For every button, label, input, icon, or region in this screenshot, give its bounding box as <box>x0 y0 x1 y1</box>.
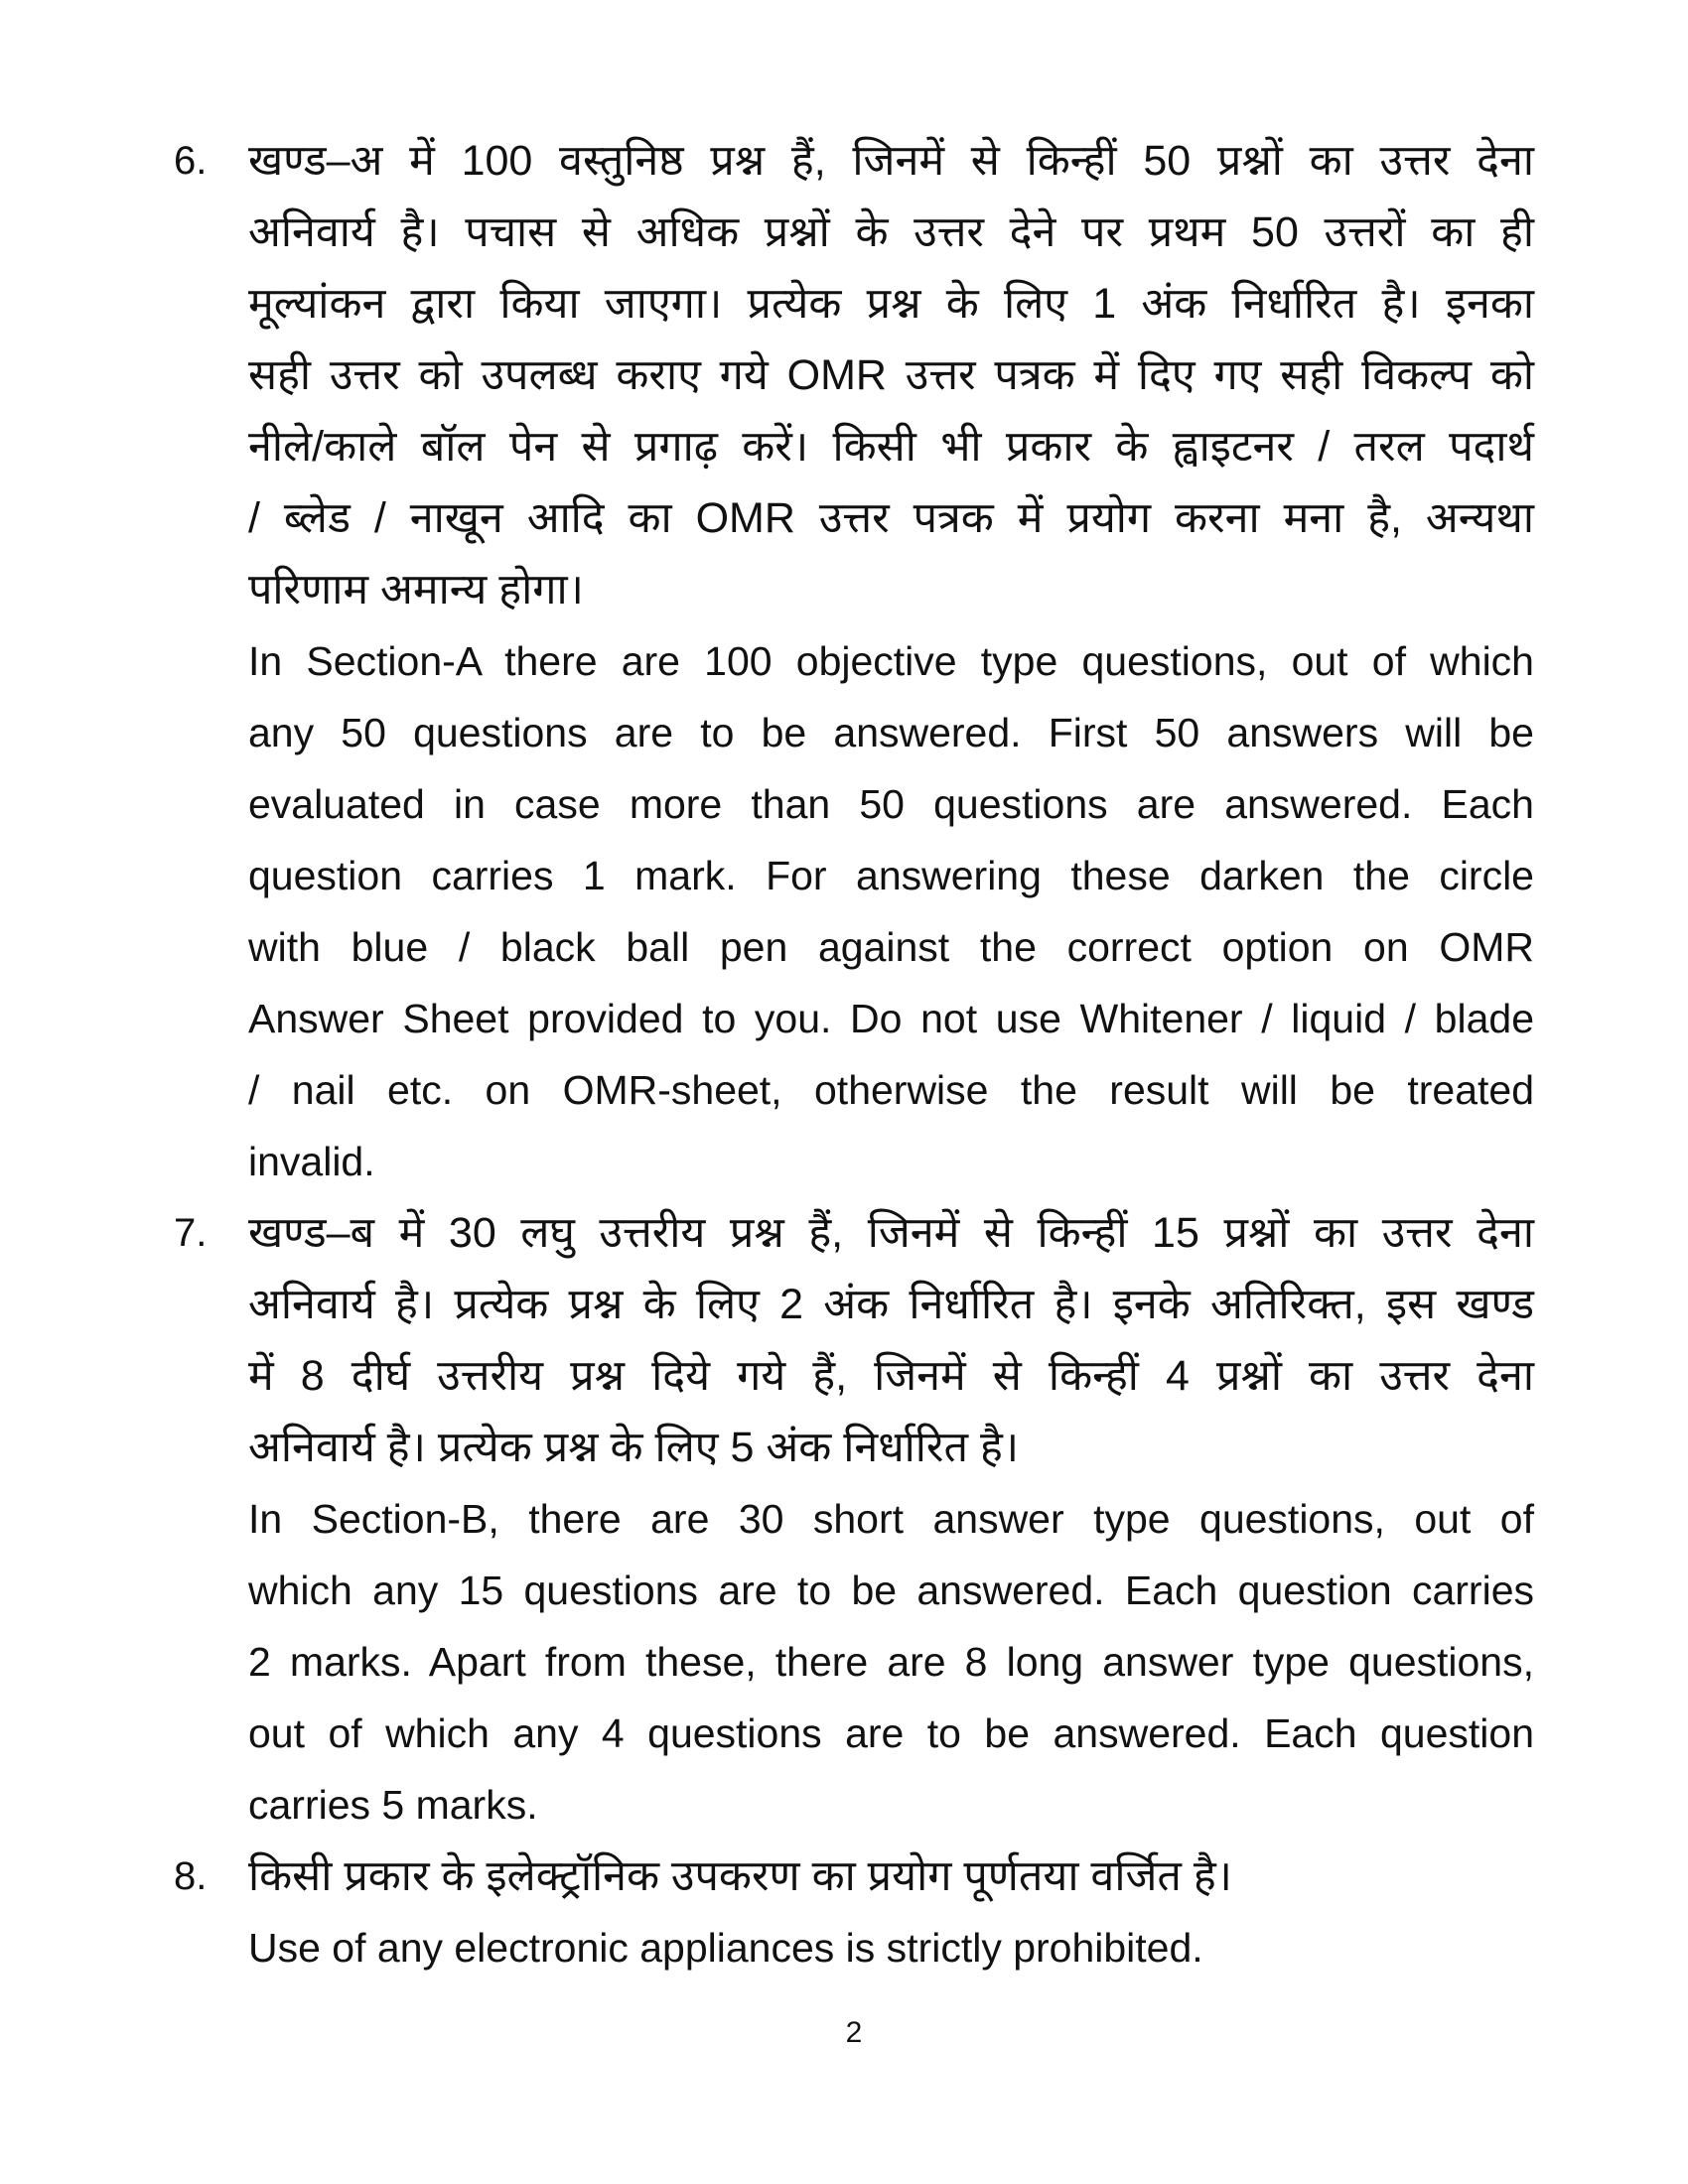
page-number: 2 <box>845 2016 863 2049</box>
item-text-block <box>248 1841 1534 1983</box>
instruction-item-8 <box>174 1841 1534 1983</box>
english-line: out of which any 4 questions are to be answered. Each question <box>248 1710 1534 1756</box>
hindi-line: मूल्यांकन द्वारा किया जाएगा। प्रत्येक प्रश्न के लिए 1 अंक निर्धारित है। इनका <box>248 280 1534 328</box>
english-line: with blue / black ball pen against the correct option on OMR <box>248 924 1534 970</box>
english-line: question carries 1 mark. For answering these darken the circle <box>248 853 1534 898</box>
english-line: which any 15 questions are to be answered. Each question carries <box>248 1568 1534 1613</box>
hindi-line: नीले/काले बॉल पेन से प्रगाढ़ करें। किसी भी प्रकार के ह्वाइटनर / तरल पदार्थ <box>248 423 1534 471</box>
item-number: 8. <box>174 1854 208 1898</box>
item-text-block <box>248 1197 1534 1841</box>
hindi-line: सही उत्तर को उपलब्ध कराए गये OMR उत्तर पत्रक में दिए गए सही विकल्प को <box>248 351 1534 399</box>
english-line: In Section-A there are 100 objective type questions, out of which <box>248 638 1534 684</box>
hindi-line: अनिवार्य है। प्रत्येक प्रश्न के लिए 2 अंक निर्धारित है। इनके अतिरिक्त, इस खण्ड <box>248 1281 1534 1328</box>
english-line: 2 marks. Apart from these, there are 8 long answer type questions, <box>248 1639 1534 1685</box>
english-line: any 50 questions are to be answered. First 50 answers will be <box>248 710 1534 755</box>
english-line: carries 5 marks. <box>248 1782 538 1828</box>
hindi-line: किसी प्रकार के इलेक्ट्रॉनिक उपकरण का प्रयोग पूर्णतया वर्जित है। <box>248 1852 1232 1900</box>
hindi-line: में 8 दीर्घ उत्तरीय प्रश्न दिये गये हैं, जिनमें से किन्हीं 4 प्रश्नों का उत्तर देना <box>248 1352 1534 1400</box>
hindi-line: अनिवार्य है। पचास से अधिक प्रश्नों के उत्तर देने पर प्रथम 50 उत्तरों का ही <box>248 208 1534 256</box>
english-line: Answer Sheet provided to you. Do not use Whitener / liquid / blade <box>248 996 1534 1041</box>
english-line: Use of any electronic appliances is strictly prohibited. <box>248 1925 1203 1971</box>
hindi-line: खण्ड–अ में 100 वस्तुनिष्ठ प्रश्न हैं, जिनमें से किन्हीं 50 प्रश्नों का उत्तर देना <box>248 137 1534 185</box>
hindi-line: अनिवार्य है। प्रत्येक प्रश्न के लिए 5 अंक निर्धारित है। <box>248 1424 1020 1471</box>
item-number: 7. <box>174 1211 208 1255</box>
item-text-block <box>248 125 1534 1197</box>
hindi-line: परिणाम अमान्य होगा। <box>248 566 584 614</box>
instruction-item-7 <box>174 1197 1534 1841</box>
english-line: In Section-B, there are 30 short answer type questions, out of <box>248 1496 1534 1542</box>
english-line: invalid. <box>248 1139 375 1184</box>
instruction-item-6 <box>174 125 1534 1197</box>
english-line: / nail etc. on OMR-sheet, otherwise the result will be treated <box>248 1067 1534 1113</box>
item-number: 6. <box>174 139 208 183</box>
hindi-line: / ब्लेड / नाखून आदि का OMR उत्तर पत्रक में प्रयोग करना मना है, अन्यथा <box>248 494 1534 542</box>
english-line: evaluated in case more than 50 questions are answered. Each <box>248 781 1534 827</box>
hindi-line: खण्ड–ब में 30 लघु उत्तरीय प्रश्न हैं, जिनमें से किन्हीं 15 प्रश्नों का उत्तर देना <box>248 1209 1534 1257</box>
